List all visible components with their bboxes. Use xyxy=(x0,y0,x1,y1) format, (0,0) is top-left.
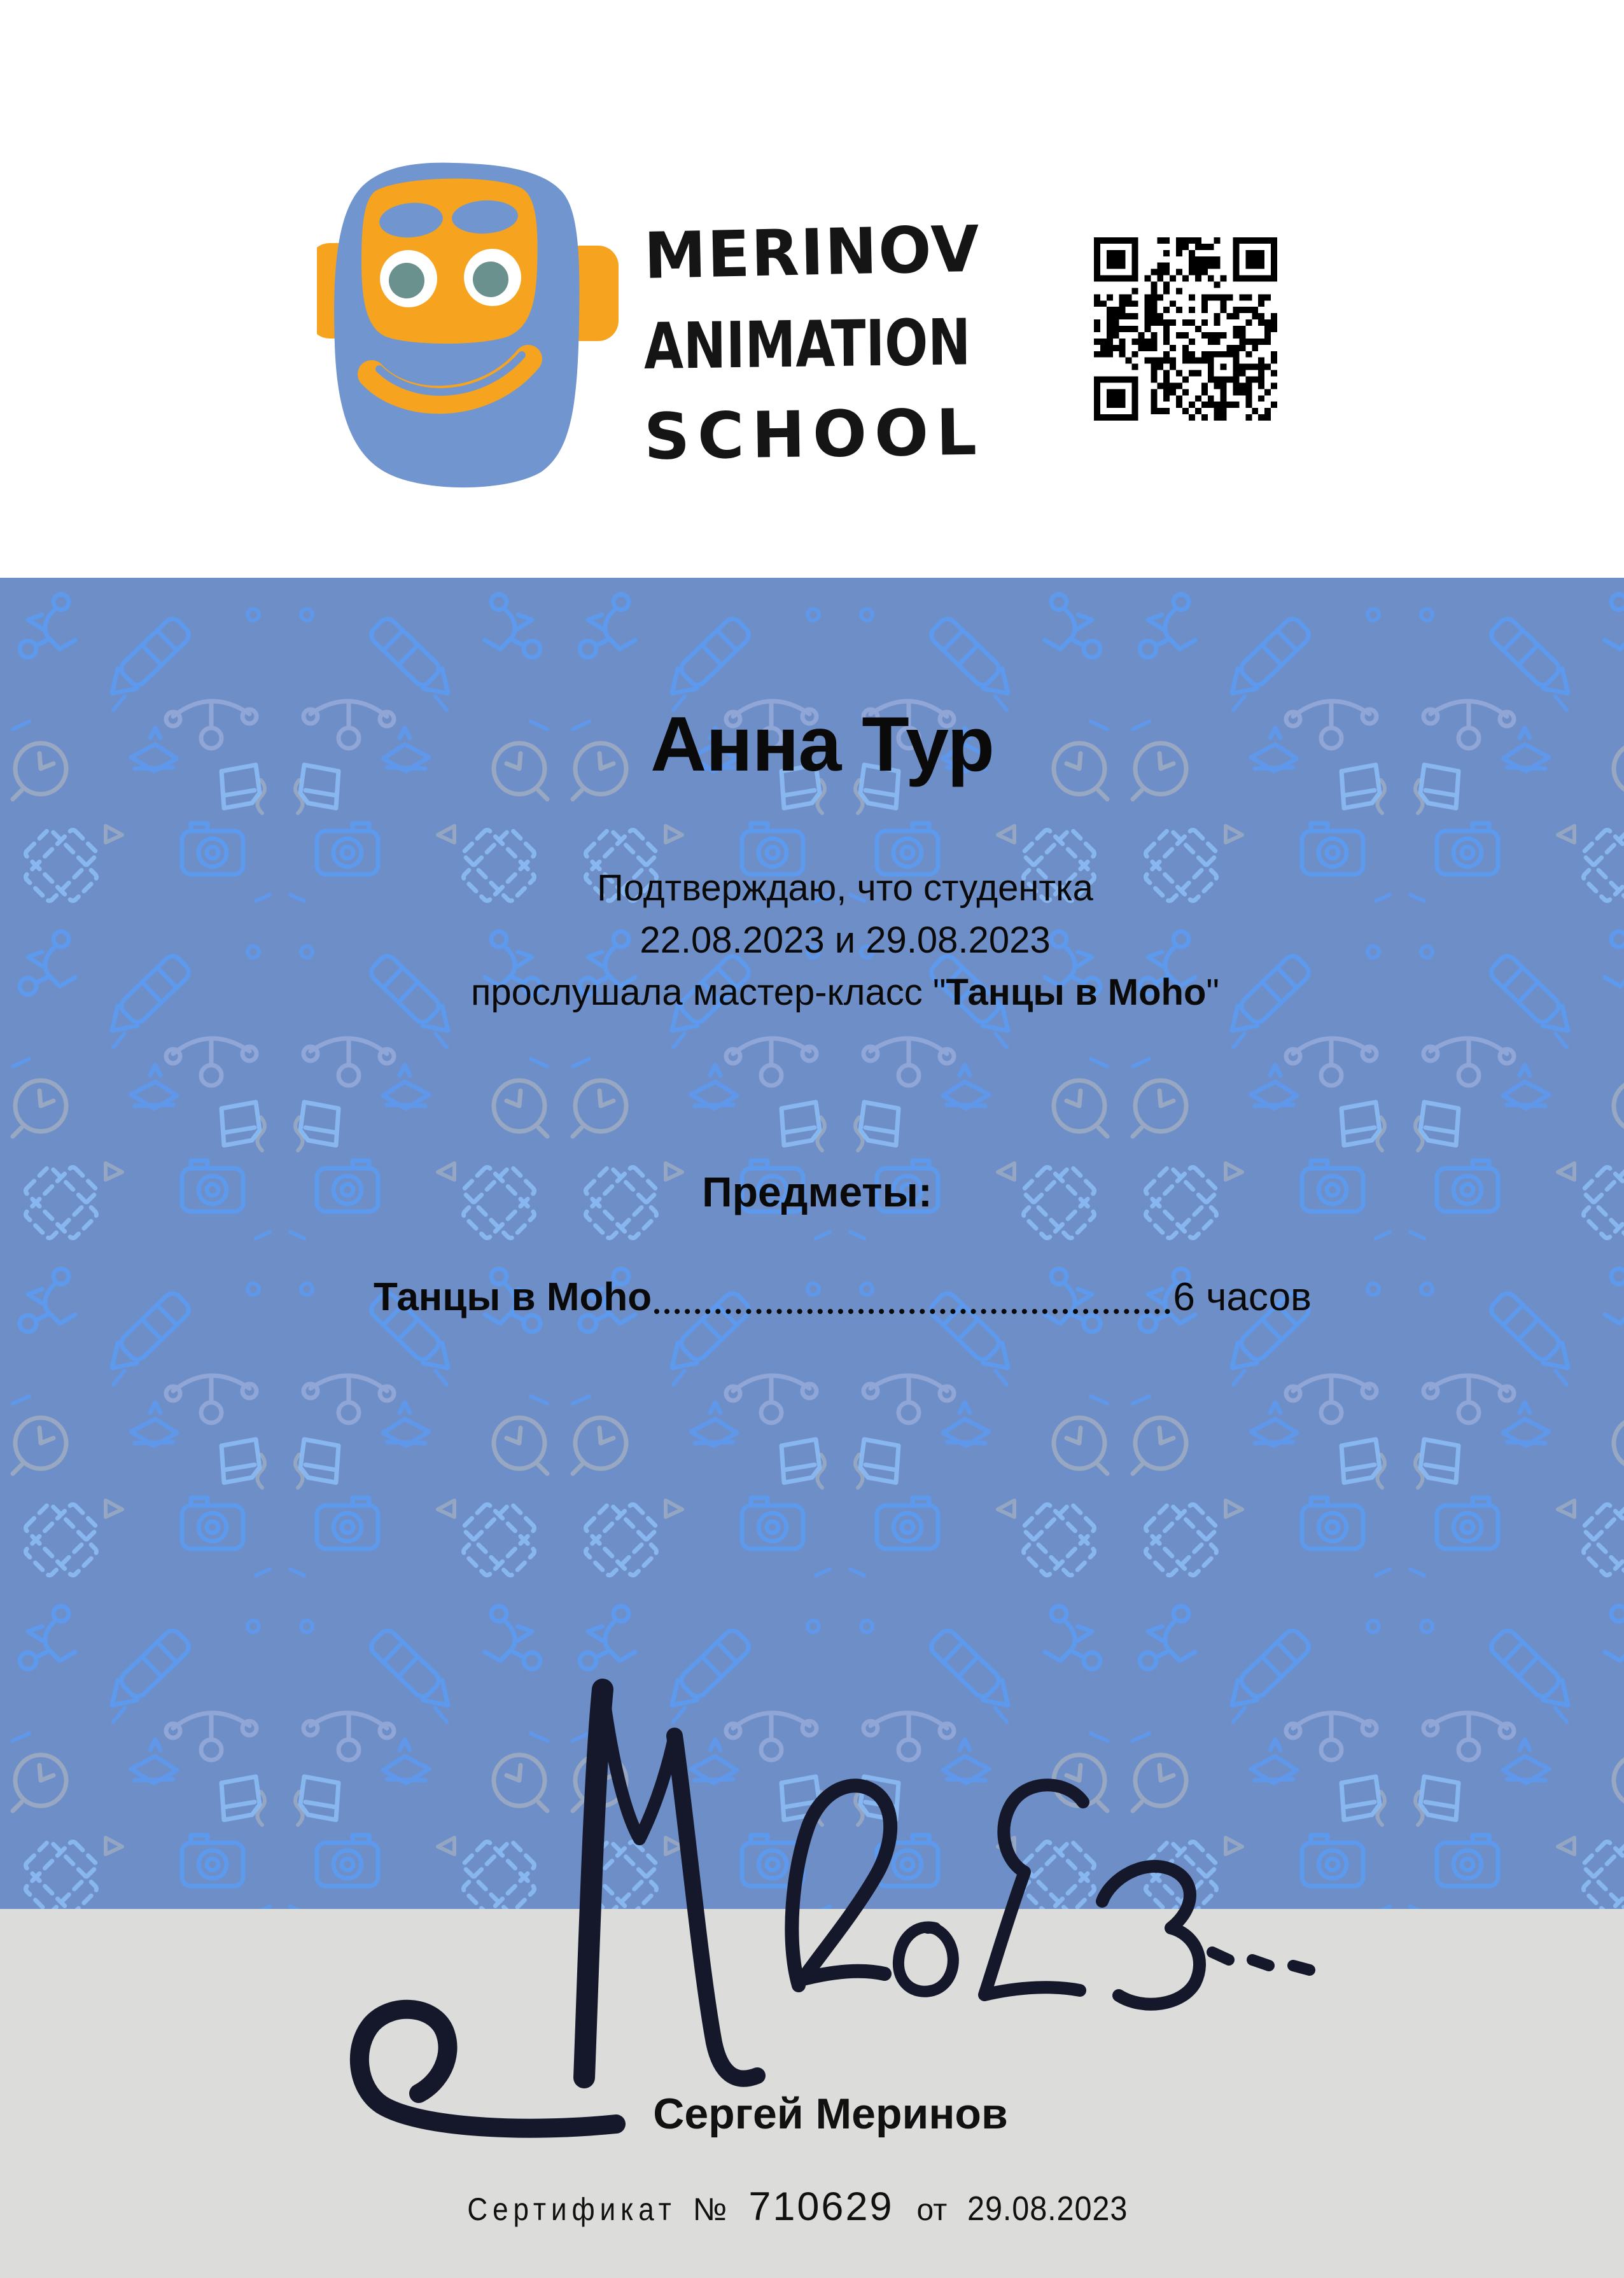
student-name: Анна Тур xyxy=(650,701,994,787)
subject-name: Танцы в Moho xyxy=(374,1275,652,1319)
statement-line-3 xyxy=(33,967,1624,1019)
masterclass-title: Танцы в Moho xyxy=(946,972,1207,1013)
logo-line-merinov: MERINOV xyxy=(643,211,981,293)
certificate-label: Сертификат xyxy=(466,2191,676,2227)
subject-row xyxy=(374,1271,1312,1324)
logo-line-animation: ANIMATION xyxy=(643,305,971,384)
header xyxy=(0,0,1624,578)
certificate-date: 29.08.2023 xyxy=(967,2190,1128,2228)
signature-m2023 xyxy=(318,1629,1368,2151)
statement-text xyxy=(33,862,1624,1019)
subjects-title: Предметы: xyxy=(702,1168,932,1215)
dotted-leader xyxy=(654,1309,1170,1314)
statement-line-3-suffix: " xyxy=(1206,972,1219,1013)
statement-line-3-prefix: прослушала мастер-класс " xyxy=(470,972,946,1013)
statement-line-1: Подтверждаю, что студентка xyxy=(597,867,1093,909)
numero-sign: № xyxy=(692,2191,727,2227)
certificate-of: от xyxy=(916,2193,948,2227)
school-logo-robot-icon xyxy=(317,154,635,501)
subject-hours: 6 часов xyxy=(1173,1275,1312,1319)
certificate-number: 710629 xyxy=(748,2184,894,2229)
qr-code xyxy=(1094,237,1277,421)
certificate-number-line xyxy=(0,2184,1607,2230)
signer-name: Сергей Меринов xyxy=(653,2090,1008,2138)
statement-line-2: 22.08.2023 и 29.08.2023 xyxy=(640,919,1051,961)
school-logo-wordmark xyxy=(644,211,1051,482)
logo-line-school: SCHOOL xyxy=(643,395,985,474)
